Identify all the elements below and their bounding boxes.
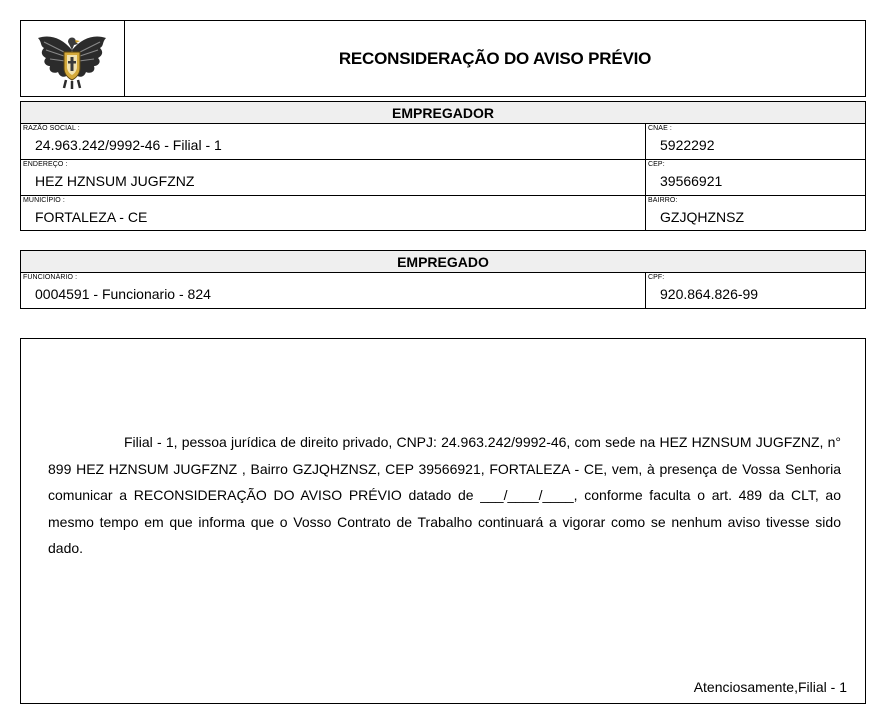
cep-value: 39566921 — [660, 173, 723, 189]
eagle-crest-icon — [34, 28, 110, 90]
bairro-label: BAIRRO: — [648, 197, 678, 204]
endereco-label: ENDEREÇO : — [23, 161, 68, 168]
employer-row-endereco — [21, 160, 865, 196]
endereco-value: HEZ HZNSUM JUGFZNZ — [35, 173, 195, 189]
employer-section — [20, 101, 866, 231]
employee-section — [20, 250, 866, 309]
funcionario-value: 0004591 - Funcionario - 824 — [35, 286, 211, 302]
funcionario-label: FUNCIONÁRIO : — [23, 274, 78, 281]
employee-heading: EMPREGADO — [21, 251, 865, 273]
cnae-value: 5922292 — [660, 137, 715, 153]
razao-social-value: 24.963.242/9992-46 - Filial - 1 — [35, 137, 222, 153]
employer-heading: EMPREGADOR — [21, 102, 865, 124]
cnae-label: CNAE : — [648, 125, 672, 132]
cpf-value: 920.864.826-99 — [660, 286, 759, 302]
cpf-label: CPF: — [648, 274, 665, 281]
bairro-value: GZJQHZNSZ — [660, 209, 744, 225]
logo-cell — [21, 21, 125, 96]
document-title: RECONSIDERAÇÃO DO AVISO PRÉVIO — [338, 48, 652, 68]
cep-label: CEP: — [648, 161, 665, 168]
municipio-label: MUNICÍPIO : — [23, 197, 65, 204]
razao-social-label: RAZÃO SOCIAL : — [23, 125, 80, 132]
employee-row — [21, 273, 865, 308]
letter-body: Filial - 1, pessoa jurídica de direito privado, CNPJ: 24.963.242/9992-46, com sede na HEZ HZNSUM JUGFZNZ, n° 899 HEZ HZNSUM JUGFZNZ , Bairro GZJQHZNSZ, CEP 39566921, FORTALEZA - CE, vem, à presença de Vossa Senhoria comunicar a RECONSIDERAÇÃO DO AVISO PRÉVIO datado de ___/____/____, conforme faculta o art. 489 da CLT, ao mesmo tempo em que informa que o Vosso Contrato de Trabalho continuará a vigorar como se nenhum aviso tivesse sido dado. — [48, 434, 841, 556]
document-header — [20, 20, 866, 97]
employer-row-razao — [21, 124, 865, 160]
letter-box — [20, 338, 866, 704]
employer-row-municipio — [21, 196, 865, 231]
municipio-value: FORTALEZA - CE — [35, 209, 148, 225]
letter-closing: Atenciosamente,Filial - 1 — [693, 679, 847, 695]
